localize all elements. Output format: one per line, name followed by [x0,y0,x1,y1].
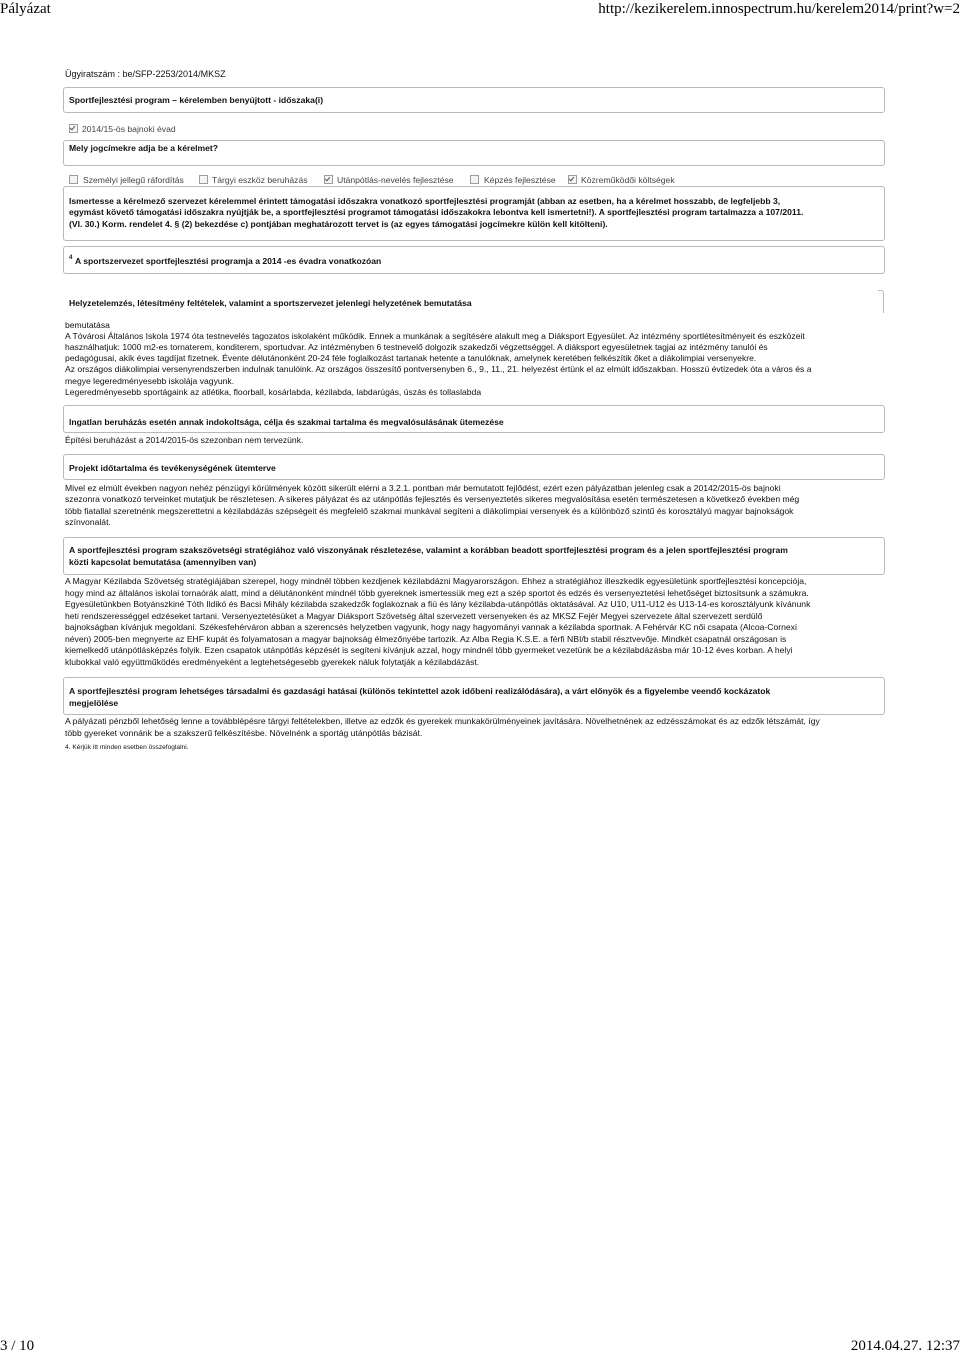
option-personnel-label: Személyi jellegű ráfordítás [83,175,184,185]
period-box-title: Sportfejlesztési program – kérelemben benyújtott - időszaka(i) [69,95,324,105]
section-line: Egyesületünkben Botyánszkiné Tóth Ildikó és Bacsi Mihály kézilabda szakedzők foglakoznak a fiú és lány kézilabda-utánpótlás oktatásával. Az U10, U11-U12 és U13-14-es korosztályunk kívánunk [65,599,811,609]
section-title-continued: megjelölése [69,698,119,708]
option-training-checkbox[interactable] [470,175,479,184]
option-training-label: Képzés fejlesztése [484,175,556,185]
intro-line: egymást követő támogatási időszakra nyújtják be, a sportfejlesztési programot támogatási időszakokra lebontva kell ismertetni!). A sportfejlesztési program tartalmazza a 107/2011. [69,207,804,217]
case-number: Ügyiratszám : be/SFP-2253/2014/MKSZ [65,69,226,79]
print-datetime: 2014.04.27. 12:37 [850,1338,960,1354]
page-number: 3 / 10 [0,1338,35,1354]
option-youth-checkbox[interactable] [324,175,333,184]
period-option-checkbox[interactable] [69,124,78,133]
section-line: A pályázati pénzből lehetőség lenne a továbblépésre tárgyi feltételekben, illetve az edzők és gyerekek munkakörülményeinek javítására. Növelhetnének az edzésszámokat és az edzők létszámát, így [65,716,820,726]
section-line: pedagógusai, akik éves tagdíjat fizetnek. Évente délutánonként 20-24 féle foglalkozást tartanak hetente a tanulóknak, amelynek keretében felkészítik őket a diákolimpiai versenyekre. [65,353,757,363]
section-line: Mivel ez elmúlt években nagyon nehéz pénzügyi körülmények között sikerült elérni a 3.2.1. pontban már bemutatott fejlődést, ezért ezen pályázatban jelenleg csak a 20142/2015-ös bajnoki [65,483,781,493]
section-line: kiemelkedő utánpótlásképzés folyik. Ezen csapatok utánpótlás képzését is segíteni kívánjuk azzal, hogy mindnél több gyermeket vezetünk be a kézilabdázásba már 10-12 éves korban. A helyi [65,645,793,655]
section-line: Építési beruházást a 2014/2015-ös szezonban nem tervezünk. [65,435,304,445]
page-url: http://kezikerelem.innospectrum.hu/kerelem2014/print?w=2 [598,1,960,17]
section-line: A Tóvárosi Általános Iskola 1974 óta testnevelés tagozatos iskolaként működik. Ennek a munkának a segítésére alakult meg a Diáksport Egyesület. Az intézmény sportlétesítményeit és eszközeit [65,331,805,341]
option-contributor-label: Közreműködői költségek [581,175,675,185]
section-line: hogy mind az általános iskolai tornaórák alatt, mind a délutánonként mindnél több gyereknek ismertessük meg ezt a szép sportot és edzés és versenyeztetési lehetőséget biztosítsunk a számukra. [65,588,809,598]
section-line: heti rendszerességgel edzéseket tartani. Versenyeztetésüket a Magyar Diáksport Szövetség által szervezett versenyeken és az MKSZ Fejér Megyei szervezete által szervezett serdülő [65,611,763,621]
program-box-title: A sportszervezet sportfejlesztési programja a 2014 -es évadra vonatkozóan [75,256,382,266]
intro-line: Ismertesse a kérelmező szervezet kérelemmel érintett támogatási időszakra vonatkozó sportfejlesztési programját (abban az esetben, ha a kérelmet hosszabb, de legfeljebb 3, [69,196,781,206]
section-title: A sportfejlesztési program szakszövetségi stratégiához való viszonyának részletezése, valamint a korábban beadott sportfejlesztési program és a jelen sportfejlesztési program [69,545,788,555]
section-line: több gyereket vonnánk be a szakszerű felkészítésbe. Növelnénk a sportág utánpótlás bázisát. [65,728,423,738]
section-line: szezonra vonatkozó terveinket mutatjuk be részletesen. A sikeres pályázat és az utánpótlás fejlesztés és versenyeztetés sikeres megvalósítása esetén természetesen a következő években még [65,494,800,504]
page-title: Pályázat [0,1,51,17]
section-title: Ingatlan beruházás esetén annak indokoltsága, célja és szakmai tartalma és megvalósulásának ütemezése [69,417,504,427]
legal-box-title: Mely jogcímekre adja be a kérelmet? [69,143,219,153]
section-title: Helyzetelemzés, létesítmény feltételek, valamint a sportszervezet jelenlegi helyzetének bemutatása [69,298,472,308]
option-youth-label: Utánpótlás-nevelés fejlesztése [337,175,454,185]
section-line: Legeredményesebb sportágaink az atlétika, floorball, kosárlabda, kézilabda, labdarúgás, úszás és tollaslabda [65,387,482,397]
section-tab [878,290,884,313]
section-line: színvonalát. [65,517,111,527]
option-equipment-label: Tárgyi eszköz beruházás [212,175,308,185]
section-line: A Magyar Kézilabda Szövetség stratégiájában szerepel, hogy mindnél többen kezdjenek kézilabdázni Magyarországon. Ehhez a stratégiához illeszkedik egyesületünk sportfejlesztési koncepciója, [65,576,807,586]
section-line: bajnokságban kívánjuk megoldani. Székesfehérváron abban a szerencsés helyzetben vagyunk, hogy nagy hagyományi vannak a kézilabda sportnak. A Fehérvár KC női csapata (Alcoa-Cornexi [65,622,797,632]
option-contributor-checkbox[interactable] [568,175,577,184]
program-footnote-mark: 4 [69,255,73,261]
footnote: 4. Kérjük itt minden esetben összefoglalni. [65,744,189,751]
period-option-label: 2014/15-ös bajnoki évad [82,124,176,134]
section-line: néven) 2005-ben megnyerte az EHF kupát és folyamatosan a magyar bajnokság élmezőnyébe tartozik. Az Alba Regia K.S.E. a férfi NBI/b stabil résztvevője. Mindkét csapatnál országosan is [65,634,787,644]
section-title: A sportfejlesztési program lehetséges társadalmi és gazdasági hatásai (különös tekintettel azok időbeni realizálódására), a várt előnyök és a figyelembe veendő kockázatok [69,686,771,696]
section-line: bemutatása [65,320,110,330]
section-line: Az országos diákolimpiai versenyrendszerben indulnak tanulóink. Az országos összesítő pontversenyben 6., 9., 11., 21. helyezést értünk el az elmúlt időszakban. Hosszú évtizedek óta a város és a [65,364,812,374]
section-line: több fiatallal szeretnénk megszerettetni a kézilabdázás szépségeit és megfelelő szakmai munkával segíteni a diákolimpiai versenyek és a különböző szintű és korosztályú magyar bajnokságok [65,506,794,516]
section-title-continued: közti kapcsolat bemutatása (amennyiben van) [69,557,257,567]
section-line: használhatjuk: 1000 m2-es tornaterem, konditerem, sportudvar. Az intézményben 6 testnevelő dolgozik szakedzői végzettséggel. A diáksport egyesületnek tagjai az intézmény tanulói és [65,342,768,352]
option-personnel-checkbox[interactable] [69,175,78,184]
section-line: megye legeredményesebb iskolája vagyunk. [65,376,235,386]
section-title: Projekt időtartalma és tevékenységének ütemterve [69,463,276,473]
option-equipment-checkbox[interactable] [199,175,208,184]
intro-line: (VI. 30.) Korm. rendelet 4. § (2) bekezdése c) pontjában meghatározott tervet is (az egyes támogatási jogcímekre külön kell kitölteni). [69,219,608,229]
section-line: klubokkal való együttműködés eredményeként a legtehetségesebb gyerekek náluk folytatják a kézilabdázást. [65,657,480,667]
